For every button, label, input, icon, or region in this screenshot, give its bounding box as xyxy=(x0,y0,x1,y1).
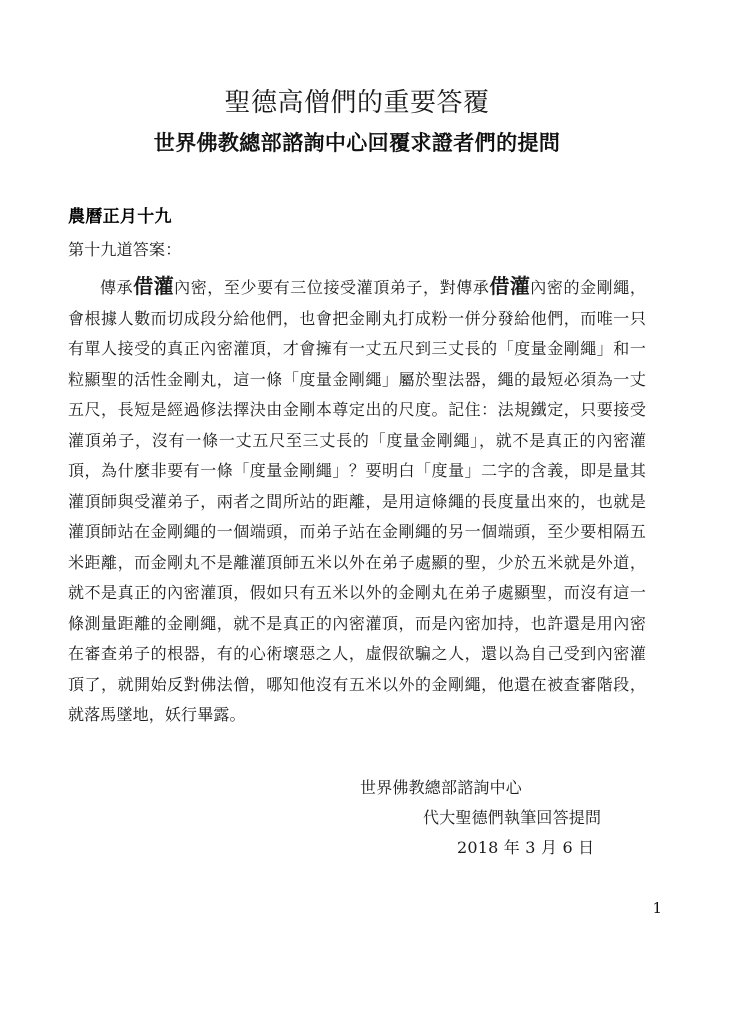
answer-number-label: 第十九道答案： xyxy=(68,240,182,259)
page-subtitle: 世界佛教總部諮詢中心回覆求證者們的提問 xyxy=(153,130,561,155)
page-title: 聖德高僧們的重要答覆 xyxy=(224,88,490,118)
paragraph-text-part-2: 內密，至少要有三位接受灌頂弟子，對傳承 xyxy=(174,278,490,297)
signature-organization: 世界佛教總部諮詢中心 xyxy=(360,777,523,797)
signature-byline: 代大聖德們執筆回答提問 xyxy=(423,807,602,827)
emphasized-term-second: 借灌 xyxy=(489,274,531,298)
document-content xyxy=(68,0,646,863)
signature-date: 2018 年 3 月 6 日 xyxy=(457,837,595,857)
section-heading-lunar-date: 農曆正月十九 xyxy=(68,207,172,227)
page-number: 1 xyxy=(652,899,662,917)
answer-body-paragraph xyxy=(68,263,646,731)
paragraph-text-part-3: 內密的金剛繩，會根據人數而切成段分給他們，也會把金剛丸打成粉一併分發給他們，而唯一只有單人接受的真正內密灌頂，才會擁有一丈五尺到三丈長的「度量金剛繩」和一粒顯聖的活性金剛丸，這一條「度量金剛繩」屬於聖法器，繩的最短必須為一丈五尺，長短是經過修法擇決由金剛本尊定出的尺度。記住：法規鐵定，只要接受灌頂弟子，沒有一條一丈五尺至三丈長的「度量金剛繩」，就不是真正的內密灌頂，為什麼非要有一條「度量金剛繩」？要明白「度量」二字的含義，即是量其灌頂師與受灌弟子，兩者之間所站的距離，是用這條繩的長度量出來的，也就是灌頂師站在金剛繩的一個端頭，而弟子站在金剛繩的另一個端頭，至少要相隔五米距離，而金剛丸不是離灌頂師五米以外在弟子處顯的聖，少於五米就是外道，就不是真正的內密灌頂，假如只有五米以外的金剛丸在弟子處顯聖，而沒有這一條測量距離的金剛繩，就不是真正的內密灌頂，而是內密加持，也許還是用內密在審查弟子的根器，有的心術壞惡之人，虛假欲騙之人，還以為自己受到內密灌頂了，就開始反對佛法僧，哪知他沒有五米以外的金剛繩，他還在被查審階段，就落馬墜地，妖行畢露。 xyxy=(68,278,646,724)
paragraph-text-part-1: 傳承 xyxy=(100,278,134,297)
signature-block xyxy=(68,731,646,863)
emphasized-term-first: 借灌 xyxy=(133,274,175,298)
